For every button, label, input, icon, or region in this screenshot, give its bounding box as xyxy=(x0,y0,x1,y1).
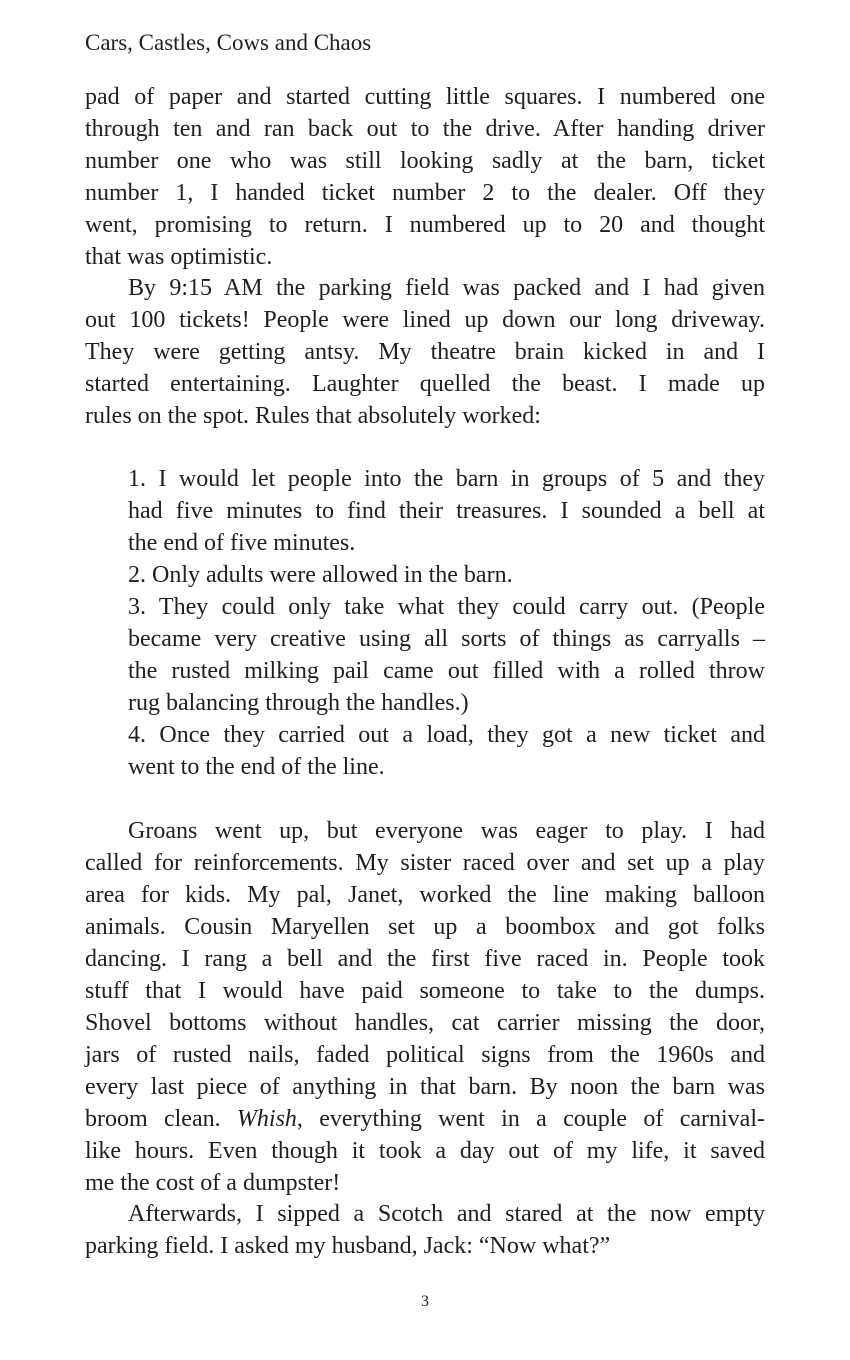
text-line: went, promising to return. I numbered up to 20 and thought xyxy=(85,212,765,238)
page-number: 3 xyxy=(421,1293,429,1310)
text-line: out 100 tickets! People were lined up down our long driveway. xyxy=(85,307,765,333)
text-line: number one who was still looking sadly at the barn, ticket xyxy=(85,148,765,174)
italic-word-whish: Whish xyxy=(236,1106,297,1132)
text-fragment: broom clean. xyxy=(85,1106,237,1132)
text-line: dancing. I rang a bell and the first five raced in. People took xyxy=(85,946,765,972)
text-line: went to the end of the line. xyxy=(128,754,385,780)
text-line: the end of five minutes. xyxy=(128,530,356,556)
text-line: jars of rusted nails, faded political signs from the 1960s and xyxy=(85,1042,765,1068)
text-line: They were getting antsy. My theatre brain kicked in and I xyxy=(85,339,765,365)
text-line: through ten and ran back out to the drive. After handing driver xyxy=(85,116,765,142)
text-line: Afterwards, I sipped a Scotch and stared at the now empty xyxy=(128,1201,765,1227)
text-line: 1. I would let people into the barn in groups of 5 and they xyxy=(128,466,765,492)
text-line: area for kids. My pal, Janet, worked the line making balloon xyxy=(85,882,765,908)
text-line: me the cost of a dumpster! xyxy=(85,1170,341,1196)
text-line: By 9:15 AM the parking field was packed and I had given xyxy=(128,275,765,301)
text-line-whish xyxy=(85,1103,765,1135)
text-line: 3. They could only take what they could carry out. (People xyxy=(128,594,765,620)
text-line: every last piece of anything in that barn. By noon the barn was xyxy=(85,1074,765,1100)
text-line: stuff that I would have paid someone to take to the dumps. xyxy=(85,978,765,1004)
text-line: the rusted milking pail came out filled with a rolled throw xyxy=(128,658,765,684)
text-line: Groans went up, but everyone was eager to play. I had xyxy=(128,818,765,844)
text-line: pad of paper and started cutting little squares. I numbered one xyxy=(85,84,765,110)
text-line: parking field. I asked my husband, Jack: “Now what?” xyxy=(85,1233,611,1259)
text-line: 2. Only adults were allowed in the barn. xyxy=(128,562,513,588)
text-line: became very creative using all sorts of things as carryalls – xyxy=(128,626,765,652)
text-line: number 1, I handed ticket number 2 to the dealer. Off they xyxy=(85,180,765,206)
text-line: rules on the spot. Rules that absolutely worked: xyxy=(85,403,541,429)
text-line: 4. Once they carried out a load, they got a new ticket and xyxy=(128,722,765,748)
text-line: like hours. Even though it took a day out of my life, it saved xyxy=(85,1138,765,1164)
text-line: that was optimistic. xyxy=(85,244,273,270)
text-line: had five minutes to find their treasures. I sounded a bell at xyxy=(128,498,765,524)
text-line: animals. Cousin Maryellen set up a boombox and got folks xyxy=(85,914,765,940)
text-line: rug balancing through the handles.) xyxy=(128,690,469,716)
running-header: Cars, Castles, Cows and Chaos xyxy=(85,30,372,55)
text-line: Shovel bottoms without handles, cat carrier missing the door, xyxy=(85,1010,765,1036)
text-line: started entertaining. Laughter quelled the beast. I made up xyxy=(85,371,765,397)
text-fragment: , everything went in a couple of carnival- xyxy=(296,1106,765,1132)
text-line: called for reinforcements. My sister raced over and set up a play xyxy=(85,850,765,876)
